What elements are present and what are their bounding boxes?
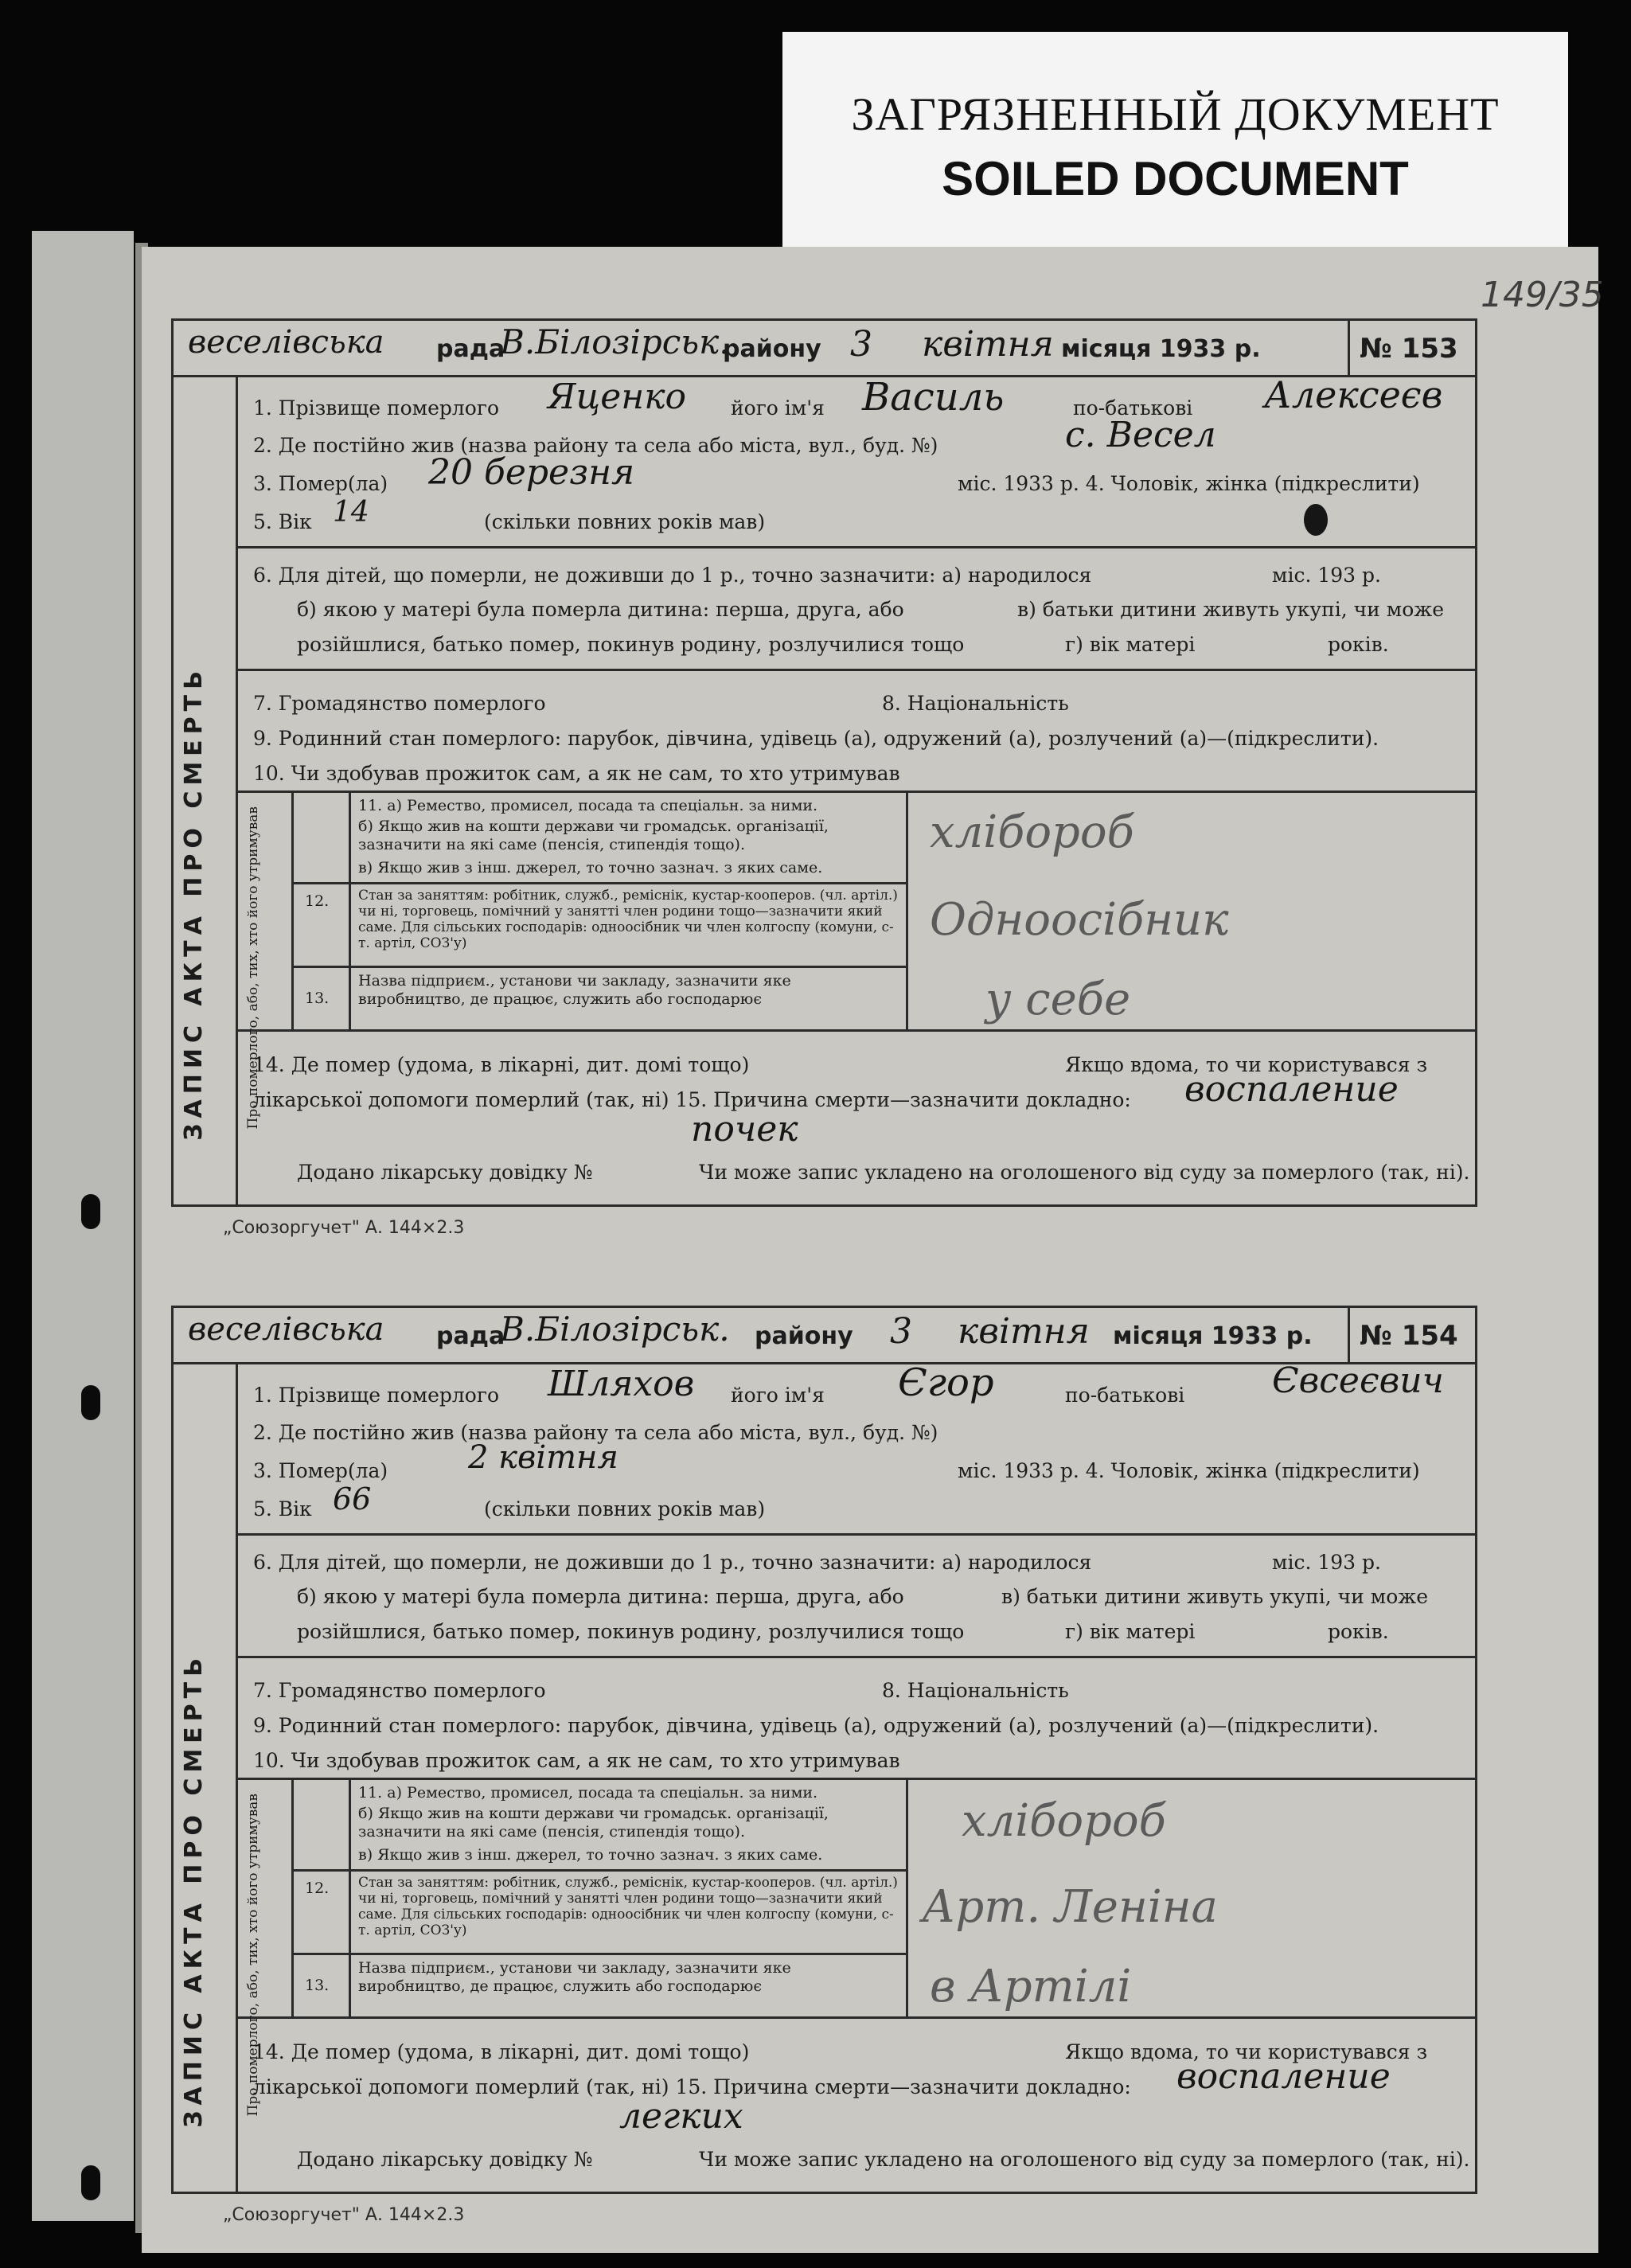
raion-handwritten: В.Білозірськ. [500,1310,730,1349]
mother-age-label: г) вік матері [1065,633,1196,656]
row12-number: 12. [305,892,330,910]
child-born-month: міс. 193 р. [1272,1551,1381,1574]
parents-together-label: в) батьки дитини живуть укупі, чи може [1017,598,1445,621]
page-number: 149/35 [1481,275,1604,315]
side-small-title: Про померлого, або, тих, хто його утримував [245,1794,261,2117]
citizenship-label: 7. Громадянство померлого [253,692,546,715]
raion-label: району [723,335,821,363]
occupation-13: Назва підприєм., установи чи закладу, зазначити яке виробництво, де працює, служить або господарює [358,972,791,1008]
divider [236,1029,1475,1032]
cause-of-death-value: воспаление [1184,1069,1399,1110]
child-born-month: міс. 193 р. [1272,564,1381,587]
table-line [349,1778,351,2016]
side-title: ЗАПИС АКТА ПРО СМЕРТЬ [180,1653,208,2128]
medical-certificate-label: Додано лікарську довідку № [297,1161,593,1184]
divider [236,1533,1475,1536]
record-number: № 153 [1348,318,1475,376]
rada-label: рада [436,1322,505,1350]
marital-status-label: 9. Родинний стан померлого: парубок, дівчина, удівець (а), одружений (а), розлучений (а)—(підкреслити). [253,727,1379,750]
name-label: його ім'я [731,1384,825,1407]
divider [291,966,906,968]
surname-label: 1. Прізвище померлого [253,396,499,420]
rada-handwritten: веселівська [188,1311,384,1348]
table-line [291,1778,294,2016]
previous-page-strip [32,231,134,2221]
occupation-11a: 11. а) Ремество, промисел, посада та спеціальн. за ними. [358,1784,818,1802]
day-handwritten: 3 [890,1311,912,1352]
record-number: № 154 [1348,1306,1475,1363]
name-value: Василь [862,375,1005,420]
binding-hole [81,1385,100,1420]
divider [236,1778,1475,1780]
divider [291,1953,906,1955]
patronymic-label: по-батькові [1065,1384,1185,1407]
occupation-11c: в) Якщо жив з інш. джерел, то точно зазнач. з яких саме. [358,1846,823,1864]
age-value: 66 [333,1481,372,1517]
occupation-11b: б) Якщо жив на кошти держави чи громадськ. організації, зазначити на які саме (пенсія, стипендія тощо). [358,818,829,853]
court-record-label: Чи може запис укладено на оголошеного від суду за померлого (так, ні). [699,2148,1470,2171]
rada-handwritten: веселівська [188,324,384,361]
divider [236,790,1475,793]
age-hint: (скільки повних років мав) [484,1497,766,1520]
death-date-label: 3. Помер(ла) [253,1459,388,1482]
divider [291,882,906,884]
death-record-card-1 [171,318,1477,1207]
citizenship-label: 7. Громадянство померлого [253,1679,546,1702]
patronymic-value: Алексеєв [1264,373,1443,416]
place-of-death-label: 14. Де помер (удома, в лікарні, дит. домі тощо) [253,2040,750,2063]
surname-value: Яценко [548,377,687,417]
raion-label: району [755,1322,853,1350]
patronymic-value: Євсеєвич [1272,1360,1444,1401]
mother-age-unit: років. [1328,633,1389,656]
death-record-card-2 [171,1306,1477,2194]
cause-of-death-label: лікарської допомоги померлий (так, ні) 15. Причина смерти—зазначити докладно: [253,1088,1131,1111]
cause-of-death-label: лікарської допомоги померлий (так, ні) 15. Причина смерти—зазначити докладно: [253,2075,1131,2098]
month-year-label: місяця 1933 р. [1113,1322,1313,1350]
row13-number: 13. [305,990,330,1007]
parents-status-label: розійшлися, батько помер, покинув родину, розлучилися тощо [297,1620,965,1643]
table-line [906,1778,908,2016]
side-small-title: Про померлого, або, тих, хто його утримував [245,806,261,1130]
child-born-label: 6. Для дітей, що померли, не доживши до 1 р., точно зазначити: а) народилося [253,1551,1092,1574]
child-order-label: б) якою у матері була померла дитина: перша, друга, або [297,1585,904,1608]
child-born-label: 6. Для дітей, що померли, не доживши до 1 р., точно зазначити: а) народилося [253,564,1092,587]
cause-of-death-value-2: легких [619,2096,743,2137]
month-handwritten: квітня [922,324,1054,365]
child-order-label: б) якою у матері була померла дитина: перша, друга, або [297,598,904,621]
divider [291,1869,906,1872]
divider [236,1656,1475,1658]
nationality-label: 8. Національність [882,1679,1069,1702]
age-label: 5. Вік [253,1497,312,1520]
mother-age-label: г) вік матері [1065,1620,1196,1643]
occupation-value: хлібороб [962,1795,1166,1847]
nationality-label: 8. Національність [882,692,1069,715]
status-value: Одноосібник [930,894,1229,946]
age-value: 14 [333,496,369,529]
name-value: Єгор [898,1360,994,1405]
soiled-document-label [782,32,1568,256]
binding-hole [81,1194,100,1229]
occupation-11b: б) Якщо жив на кошти держави чи громадськ. організації, зазначити на які саме (пенсія, стипендія тощо). [358,1805,829,1841]
occupation-13: Назва підприєм., установи чи закладу, зазначити яке виробництво, де працює, служить або господарює [358,1959,791,1995]
age-label: 5. Вік [253,510,312,533]
death-sex-label: міс. 1933 р. 4. Чоловік, жінка (підкреслити) [958,1459,1420,1482]
death-sex-label: міс. 1933 р. 4. Чоловік, жінка (підкреслити) [958,472,1420,495]
divider [236,546,1475,548]
marital-status-label: 9. Родинний стан померлого: парубок, дівчина, удівець (а), одружений (а), розлучений (а)—(підкреслити). [253,1714,1379,1737]
rada-label: рада [436,335,505,363]
income-label: 10. Чи здобував прожиток сам, а як не сам, то хто утримував [253,1749,900,1772]
print-code: „Союзоргучет" А. 144×2.3 [223,1218,465,1238]
occupation-12: Стан за заняттям: робітник, служб., реміснік, кустар-кооперов. (чл. артіл.) чи ні, торговець, помічний у занятті член родини тощо—зазначити який саме. Для сільських господарів: одноосібник чи член колгоспу (комуни, с-т. артіл, СОЗ'у) [358,1875,898,1938]
occupation-12: Стан за заняттям: робітник, служб., реміснік, кустар-кооперов. (чл. артіл.) чи ні, торговець, помічний у занятті член родини тощо—зазначити який саме. Для сільських господарів: одноосібник чи член колгоспу (комуни, с-т. артіл, СОЗ'у) [358,888,898,951]
cause-of-death-value-2: почек [691,1109,798,1150]
ink-stain [1304,504,1328,536]
name-label: його ім'я [731,396,825,420]
parents-status-label: розійшлися, батько помер, покинув родину, розлучилися тощо [297,633,965,656]
residence-label: 2. Де постійно жив (назва району та села або міста, вул., буд. №) [253,1421,938,1444]
age-hint: (скільки повних років мав) [484,510,766,533]
label-russian: ЗАГРЯЗНЕННЫЙ ДОКУМЕНТ [851,88,1500,140]
income-label: 10. Чи здобував прожиток сам, а як не сам, то хто утримував [253,762,900,785]
surname-label: 1. Прізвище померлого [253,1384,499,1407]
side-title-column [174,377,238,1204]
card-header [174,321,1475,377]
cause-of-death-value: воспаление [1176,2056,1391,2097]
patronymic-label: по-батькові [1073,396,1193,420]
death-date-label: 3. Помер(ла) [253,472,388,495]
label-english: SOILED DOCUMENT [942,152,1409,205]
table-line [349,790,351,1029]
side-title: ЗАПИС АКТА ПРО СМЕРТЬ [180,666,208,1141]
home-medical-label: Якщо вдома, то чи користувався з [1065,2040,1428,2063]
divider [236,669,1475,671]
occupation-value: хлібороб [930,806,1134,858]
card-header [174,1308,1475,1364]
medical-certificate-label: Додано лікарську довідку № [297,2148,593,2171]
side-title-column [174,1364,238,2192]
divider [236,2016,1475,2019]
court-record-label: Чи може запис укладено на оголошеного від суду за померлого (так, ні). [699,1161,1470,1184]
table-line [906,790,908,1029]
table-line [291,790,294,1029]
row13-number: 13. [305,1977,330,1994]
occupation-11c: в) Якщо жив з інш. джерел, то точно зазнач. з яких саме. [358,859,823,876]
surname-value: Шляхов [548,1364,695,1404]
month-year-label: місяця 1933 р. [1061,335,1261,363]
workplace-value: у себе [985,974,1131,1025]
day-handwritten: 3 [850,324,872,365]
death-date-value: 2 квітня [468,1439,618,1476]
occupation-11a: 11. а) Ремество, промисел, посада та спеціальн. за ними. [358,797,818,814]
death-date-value: 20 березня [428,452,635,493]
row12-number: 12. [305,1880,330,1897]
parents-together-label: в) батьки дитини живуть укупі, чи може [1001,1585,1429,1608]
raion-handwritten: В.Білозірськ. [500,322,730,361]
status-value: Арт. Леніна [922,1881,1218,1933]
print-code: „Союзоргучет" А. 144×2.3 [223,2205,465,2225]
residence-label: 2. Де постійно жив (назва району та села або міста, вул., буд. №) [253,434,938,457]
mother-age-unit: років. [1328,1620,1389,1643]
binding-hole [81,2165,100,2200]
home-medical-label: Якщо вдома, то чи користувався з [1065,1053,1428,1076]
workplace-value: в Артілі [930,1961,1132,2012]
place-of-death-label: 14. Де помер (удома, в лікарні, дит. домі тощо) [253,1053,750,1076]
month-handwritten: квітня [958,1311,1090,1352]
residence-value: с. Весел [1065,415,1216,455]
